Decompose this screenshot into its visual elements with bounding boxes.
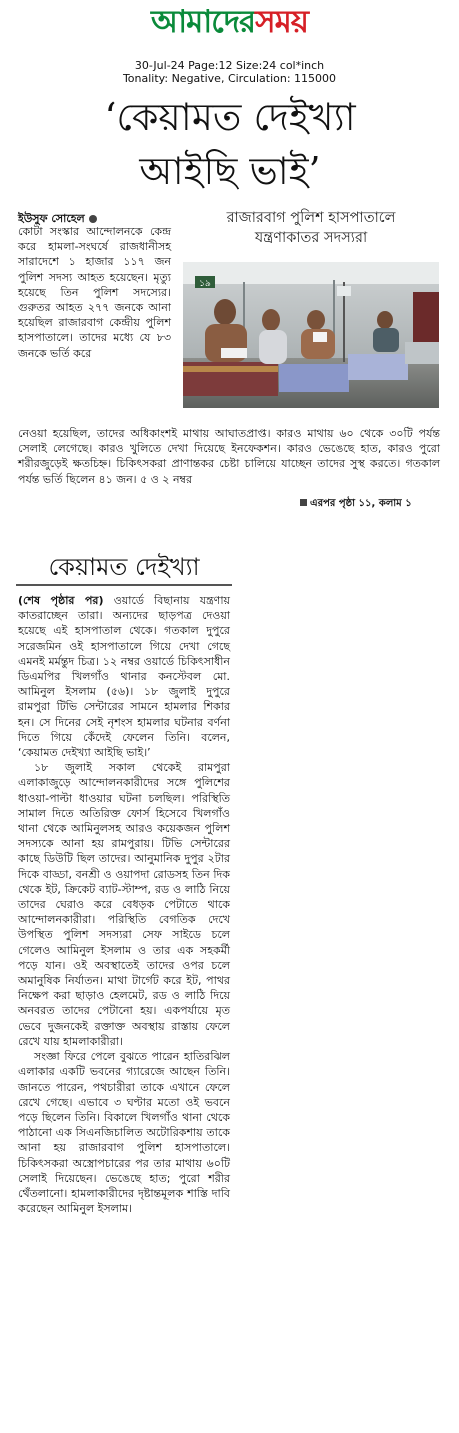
continued-on-page: [300, 496, 412, 513]
masthead-part1: আমাদের: [150, 4, 256, 40]
continuation-p1-text: ওয়ার্ডে বিছানায় যন্ত্রণায় কাতরাচ্ছেন তারা। অন্যদের ছাড়পত্র দেওয়া হয়েছে এই হাসপাতাল থেকে। গতকাল দুপুরে সরেজমিন ওই হাসপাতালে গিয়ে দেখা গেছে এমনই মর্মন্তুদ চিত্র। ১২ নম্বর ওয়ার্ডে চিকিৎসাধীন ডিএমপির খিলগাঁও থানার কনস্টেবল মো. আমিনুল ইসলাম (৫৬)। ১৮ জুলাই দুপুরে রামপুরা টিভি সেন্টারের সামনে হামলার শিকার হন। সে দিনের সেই নৃশংস হামলার ঘটনার বর্ণনা দিতে গিয়ে কেঁদেই ফেলেন তিনি। বলেন, ‘কেয়ামত দেইখ্যা আইছি ভাই।’: [18, 594, 230, 760]
continuation-paragraph-1: [18, 593, 230, 760]
continuation-paragraph-3: সংজ্ঞা ফিরে পেলে বুঝতে পারেন হাতিরঝিল এলাকার একটি ভবনের গ্যারেজে আছেন তিনি। জানতে পারেন, পথচারীরা তাকে এখানে ফেলে রেখে গেছে। এভাবে ৩ ঘণ্টার মতো ওই ভবনে পড়ে ছিলেন তিনি। বিকালে খিলগাঁও থানা থেকে পাঠানো এক সিএনজিচালিত অটোরিকশায় তাকে আনা হয় রাজারবাগ পুলিশ হাসপাতালে। চিকিৎসকরা অস্ত্রোপচারের পর তার মাথায় ৬০টি সেলাই দিয়েছেন। ভেঙেছে হাত; পুরো শরীর থেঁতলানো। হামলাকারীদের দৃষ্টান্তমূলক শাস্তি দাবি করেছেন আমিনুল ইসলাম।: [18, 1050, 230, 1216]
lead-paragraph-narrow: কোটা সংস্কার আন্দোলনকে কেন্দ্র করে হামলা-সংঘর্ষে রাজধানীসহ সারাদেশে ১ হাজার ১১৭ জন পুলিশ সদস্য আহত হয়েছেন। মৃত্যু হয়েছে তিন পুলিশ সদস্যের। গুরুতর আহত ২৭৭ জনকে আনা হয়েছিল রাজারবাগ কেন্দ্রীয় পুলিশ হাসপাতালে। তাদের মধ্যে যে ৮৩ জনকে ভর্তি করে: [18, 225, 171, 360]
masthead-part2: সময়: [255, 4, 309, 40]
headline-line2: আইছি ভাই’: [139, 149, 321, 193]
continuation-tag: (শেষ পৃষ্ঠার পর): [18, 594, 104, 607]
clip-meta-line2: Tonality: Negative, Circulation: 115000: [122, 72, 337, 85]
jump-text: এরপর পৃষ্ঠা ১১, কলাম ১: [310, 498, 412, 509]
hospital-ward-illustration: [183, 262, 439, 408]
photo-caption-line2: যন্ত্রণাকাতর সদস্যরা: [254, 230, 368, 246]
continuation-body: [18, 593, 230, 1216]
hospital-ward-photo: [183, 262, 439, 408]
bed-number-label: ১৯: [199, 279, 211, 289]
headline-line1: ‘কেয়ামত দেইখ্যা: [104, 95, 356, 139]
continuation-paragraph-2: ১৮ জুলাই সকাল থেকেই রামপুরা এলাকাজুড়ে আন্দোলনকারীদের সঙ্গে পুলিশের ধাওয়া-পাল্টা ধাওয়ার ঘটনা চলছিল। পরিস্থিতি সামাল দিতে অতিরিক্ত ফোর্স হিসেবে খিলগাঁও থানা থেকে আমিনুলসহ আরও কয়েকজন পুলিশ সদস্যকে আনা হয় রামপুরায়। টিভি সেন্টারের কাছে ডিউটি ছিল তাদের। আনুমানিক দুপুর ২টার দিকে বাড্ডা, বনশ্রী ও ওয়াপদা রোডসহ তিন দিক থেকে ইট, ক্রিকেট ব্যাট-স্টাম্প, রড ও লাঠি নিয়ে তাদের ঘেরাও করে বেধড়ক পেটাতে থাকে আন্দোলনকারীরা। পরিস্থিতি বেগতিক দেখে উপস্থিত পুলিশ সদস্যরা সেফ সাইডে চলে গেলেও আমিনুল ইসলাম ও তার এক সহকর্মী পড়ে যান। ওই অবস্থাতেই তাদের ওপর চলে অমানুষিক নির্যাতন। মাথা টার্গেট করে ইট, পাথর নিক্ষেপ করা ছাড়াও হেলমেট, রড ও লাঠি দিয়ে অনবরত তাদের পেটানো হয়। একপর্যায়ে মৃত ভেবে দুজনকেই রক্তাক্ত অবস্থায় রাস্তায় ফেলে রেখে যায় হামলাকারীরা।: [18, 761, 230, 1048]
byline-text: ইউসুফ সোহেল: [18, 212, 85, 225]
photo-caption-line1: রাজারবাগ পুলিশ হাসপাতালে: [226, 210, 396, 226]
photo-caption: [183, 208, 439, 248]
byline-dot-icon: [89, 215, 97, 223]
clip-meta-line1: 30-Jul-24 Page:12 Size:24 col*inch: [134, 59, 325, 72]
continuation-title: কেয়ামত দেইখ্যা: [16, 550, 232, 586]
square-bullet-icon: [300, 499, 307, 506]
newspaper-masthead: [0, 2, 459, 42]
lead-paragraph-wide: নেওয়া হয়েছিল, তাদের অধিকাংশই মাথায় আঘাতপ্রাপ্ত। কারও মাথায় ৬০ থেকে ৩০টি পর্যন্ত সেলাই লেগেছে। কারও খুলিতে দেখা দিয়েছে ইনফেকশন। কারও ভেঙেছে হাত, কারও পুরো শরীরজুড়েই ক্ষতচিহ্ন। চিকিৎসকরা প্রাণান্তকর চেষ্টা চালিয়ে যাচ্ছেন তাদের সুস্থ করতে। গতকাল পর্যন্ত ভর্তি ছিলেন ৪১ জন। ৫ ও ২ নম্বর: [18, 427, 440, 486]
